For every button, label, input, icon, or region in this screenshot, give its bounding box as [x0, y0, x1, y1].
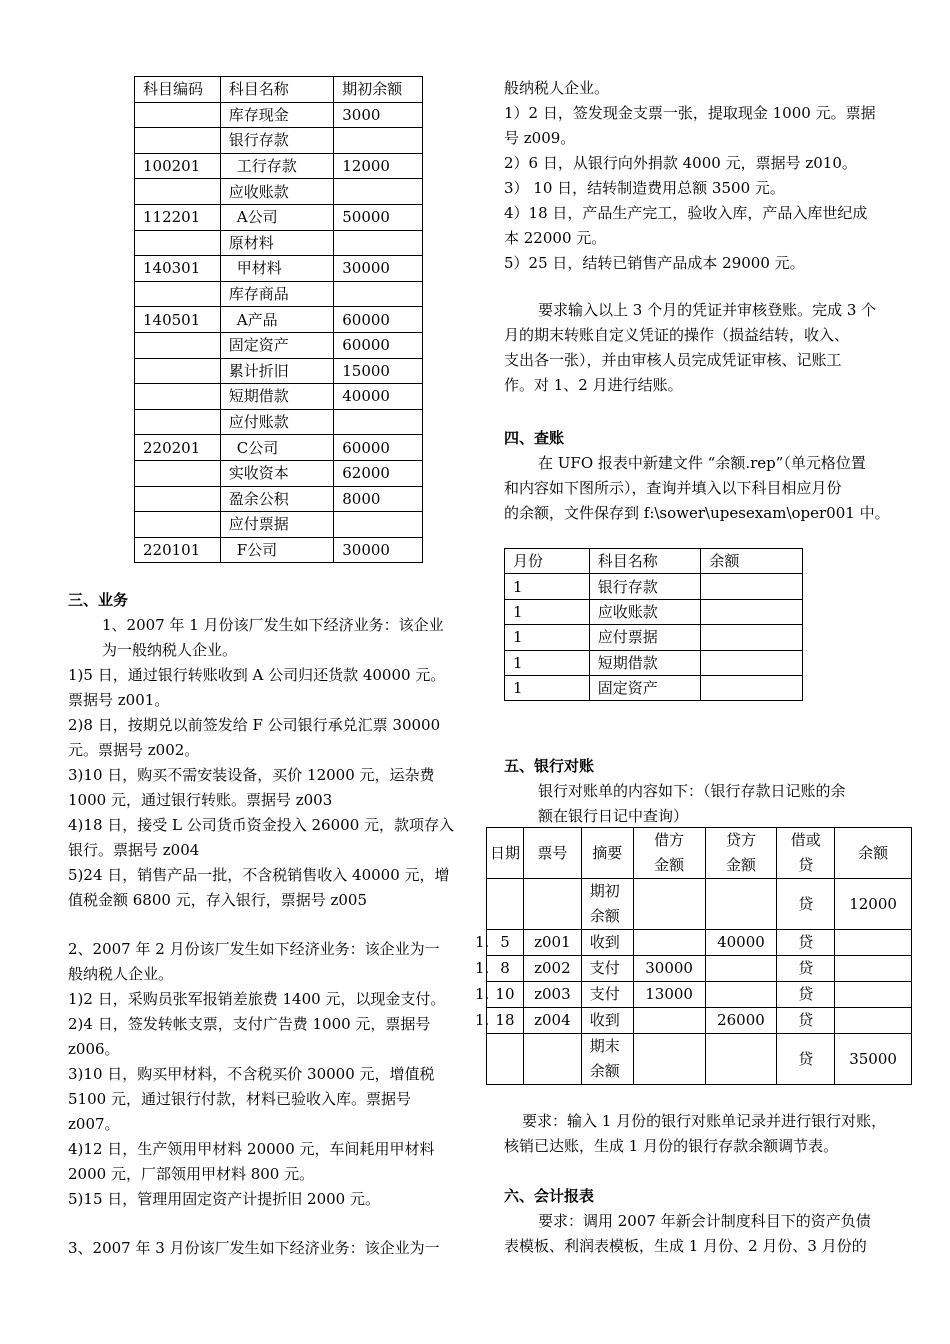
- account-row: [135, 179, 423, 205]
- account-cell: [334, 128, 423, 154]
- query-cell: [701, 599, 803, 624]
- bank-summary-text: 期末: [589, 1037, 620, 1055]
- bank-date-cell: [475, 982, 524, 1008]
- query-row: [505, 625, 803, 650]
- bank-balance-cell: [835, 956, 912, 982]
- bank-header-text: 摘要: [592, 843, 623, 862]
- account-cell: 40000: [334, 384, 423, 410]
- bank-date-day: 10: [495, 985, 515, 1003]
- bank-date-day: 5: [500, 933, 510, 951]
- bank-statement-table: [475, 827, 912, 1085]
- account-cell: A公司: [220, 204, 333, 230]
- query-cell: 1: [505, 650, 590, 675]
- query-row: [505, 675, 803, 700]
- bank-balance-cell: [835, 982, 912, 1008]
- text-line: 和内容如下图所示），查询并填入以下科目相应月份: [504, 479, 842, 497]
- account-cell: [334, 230, 423, 256]
- account-cell: 短期借款: [220, 384, 333, 410]
- bank-date-cell: [475, 956, 524, 982]
- account-cell: 30000: [334, 537, 423, 563]
- section6-title: 六、会计报表: [504, 1187, 595, 1205]
- account-cell: C公司: [220, 435, 333, 461]
- bank-summary-text: 余额: [589, 1062, 620, 1080]
- bank-req-line1: 要求：输入 1 月份的银行对账单记录并进行银行对账，: [522, 1112, 887, 1130]
- query-cell: 应付票据: [589, 625, 701, 650]
- bank-date-month: 1.: [475, 1011, 490, 1029]
- bank-balance-cell: [835, 1008, 912, 1034]
- bank-header-cell: [633, 828, 705, 879]
- text-line: 要求输入以上 3 个月的凭证并审核登账。完成 3 个: [538, 301, 877, 319]
- text-line: 1)2 日，采购员张军报销差旅费 1400 元，以现金支付。: [68, 990, 446, 1008]
- account-cell: A产品: [220, 307, 333, 333]
- jan-intro-line1: 1、2007 年 1 月份该厂发生如下经济业务：该企业: [102, 616, 444, 634]
- account-cell: 8000: [334, 486, 423, 512]
- account-cell: [135, 384, 221, 410]
- bank-no-cell: z004: [523, 1008, 581, 1034]
- account-cell: 银行存款: [220, 128, 333, 154]
- bank-header-cell: [523, 828, 581, 879]
- text-line: 5)15 日，管理用固定资产计提折旧 2000 元。: [68, 1190, 380, 1208]
- query-header-cell: 余额: [701, 549, 803, 574]
- account-cell: 库存商品: [220, 281, 333, 307]
- bank-balance-cell: [835, 930, 912, 956]
- bank-summary-cell: 收到: [581, 930, 633, 956]
- bank-cell: [633, 879, 705, 930]
- text-line: 值税金额 6800 元，存入银行，票据号 z005: [68, 891, 368, 909]
- bank-summary-text: 期初: [589, 882, 620, 900]
- text-line: 1000 元，通过银行转账。票据号 z003: [68, 791, 333, 809]
- query-cell: 1: [505, 599, 590, 624]
- account-cell: 140301: [135, 256, 221, 282]
- bank-header-text: 余额: [858, 843, 889, 862]
- account-table-body: [135, 77, 423, 563]
- bank-summary-cell: 收到: [581, 1008, 633, 1034]
- account-row: [135, 102, 423, 128]
- bank-date-cell: [475, 930, 524, 956]
- text-line: 5)24 日，销售产品一批，不含税销售收入 40000 元，增: [68, 866, 450, 884]
- text-line: 5）25 日，结转已销售产品成本 29000 元。: [504, 254, 805, 272]
- account-cell: 应付账款: [220, 409, 333, 435]
- query-cell: 短期借款: [589, 650, 701, 675]
- bank-cell: [633, 1034, 705, 1085]
- account-row: [135, 204, 423, 230]
- bank-intro-line1: 银行对账单的内容如下：（银行存款日记账的余: [538, 782, 846, 800]
- bank-req-line2: 核销已达账，生成 1 月份的银行存款余额调节表。: [504, 1137, 839, 1155]
- account-row: [135, 384, 423, 410]
- bank-debit-cell: [633, 930, 705, 956]
- bank-summary-cell: 支付: [581, 956, 633, 982]
- text-line: 元。票据号 z002。: [68, 741, 200, 759]
- bank-cell: [487, 879, 524, 930]
- bank-header-text: 贷方: [725, 831, 756, 849]
- bank-cell: [523, 879, 581, 930]
- account-cell: 50000: [334, 204, 423, 230]
- balance-query-table: [504, 548, 803, 701]
- text-line: 2)8 日，按期兑以前签发给 F 公司银行承兑汇票 30000: [68, 716, 441, 734]
- account-cell: 140501: [135, 307, 221, 333]
- bank-date-month: 1.: [475, 933, 490, 951]
- bank-header-row: [487, 828, 912, 879]
- account-row: [135, 435, 423, 461]
- query-cell: [701, 675, 803, 700]
- bank-credit-cell: 40000: [705, 930, 777, 956]
- account-cell: 甲材料: [220, 256, 333, 282]
- account-row: [135, 256, 423, 282]
- account-cell: [334, 179, 423, 205]
- text-line: 2）6 日，从银行向外捐款 4000 元，票据号 z010。: [504, 154, 857, 172]
- text-line: 3)10 日，购买不需安装设备，买价 12000 元，运杂费: [68, 766, 435, 784]
- bank-dc-cell: 贷: [777, 982, 835, 1008]
- text-line: 3） 10 日，结转制造费用总额 3500 元。: [504, 179, 785, 197]
- bank-header-text: 日期: [489, 843, 520, 862]
- query-header-row: [505, 549, 803, 574]
- account-cell: [135, 512, 221, 538]
- bank-header-text: 金额: [725, 856, 756, 874]
- bank-credit-cell: [705, 982, 777, 1008]
- text-line: 般纳税人企业。: [504, 79, 610, 97]
- bank-header-text: 借或: [790, 831, 821, 849]
- account-header-cell: 期初余额: [334, 77, 423, 103]
- bank-date-day: 18: [495, 1011, 515, 1029]
- bank-summary-text: 余额: [589, 907, 620, 925]
- account-row: [135, 128, 423, 154]
- bank-header-cell: [705, 828, 777, 879]
- account-row: [135, 512, 423, 538]
- bank-summary-cell: [581, 1034, 633, 1085]
- bank-no-cell: z001: [523, 930, 581, 956]
- bank-header-cell: [487, 828, 524, 879]
- text-line: 2000 元，厂部领用甲材料 800 元。: [68, 1165, 315, 1183]
- account-cell: [135, 102, 221, 128]
- account-cell: [135, 281, 221, 307]
- text-line: 1)5 日，通过银行转账收到 A 公司归还货款 40000 元。: [68, 666, 446, 684]
- bank-dc-cell: 贷: [777, 1008, 835, 1034]
- bank-date-cell: [475, 1008, 524, 1034]
- bank-credit-cell: [705, 956, 777, 982]
- query-cell: [701, 650, 803, 675]
- account-cell: [135, 332, 221, 358]
- bank-dc-cell: 贷: [777, 930, 835, 956]
- account-cell: 100201: [135, 153, 221, 179]
- account-row: [135, 486, 423, 512]
- text-line: 号 z009。: [504, 129, 576, 147]
- account-header-cell: 科目名称: [220, 77, 333, 103]
- section3-title: 三、业务: [68, 591, 129, 609]
- bank-row: [487, 982, 912, 1008]
- balance-query-table-body: [505, 549, 803, 701]
- text-line: 4）18 日，产品生产完工，验收入库，产品入库世纪成: [504, 204, 868, 222]
- account-cell: [135, 230, 221, 256]
- query-cell: 1: [505, 574, 590, 599]
- account-cell: 累计折旧: [220, 358, 333, 384]
- account-cell: 原材料: [220, 230, 333, 256]
- account-cell: 实收资本: [220, 460, 333, 486]
- account-cell: [135, 486, 221, 512]
- query-row: [505, 574, 803, 599]
- account-cell: 112201: [135, 204, 221, 230]
- bank-header-cell: [581, 828, 633, 879]
- text-line: 1）2 日，签发现金支票一张，提取现金 1000 元。票据: [504, 104, 876, 122]
- bank-header-text: 票号: [537, 843, 568, 862]
- report-req-line2: 表模板、利润表模板，生成 1 月份、2 月份、3 月份的: [504, 1237, 867, 1255]
- account-cell: [135, 460, 221, 486]
- bank-balance-cell: 12000: [835, 879, 912, 930]
- text-line: z007。: [68, 1115, 120, 1133]
- bank-date-month: 1.: [475, 985, 490, 1003]
- account-header-cell: 科目编码: [135, 77, 221, 103]
- mar-intro-line: 3、2007 年 3 月份该厂发生如下经济业务：该企业为一: [68, 1239, 440, 1257]
- account-row: [135, 230, 423, 256]
- account-row: [135, 332, 423, 358]
- text-line: 2、2007 年 2 月份该厂发生如下经济业务：该企业为一: [68, 940, 440, 958]
- query-header-cell: 科目名称: [589, 549, 701, 574]
- text-line: 月的期末转账自定义凭证的操作（损益结转，收入、: [504, 326, 850, 344]
- bank-intro-line2: 额在银行日记中查询）: [538, 807, 689, 825]
- bank-header-text: 金额: [654, 856, 685, 874]
- account-row: [135, 153, 423, 179]
- account-cell: [135, 358, 221, 384]
- query-cell: 固定资产: [589, 675, 701, 700]
- bank-dc-cell: 贷: [777, 956, 835, 982]
- account-cell: [135, 409, 221, 435]
- bank-header-text: 借方: [654, 831, 685, 849]
- account-row: [135, 409, 423, 435]
- account-cell: F公司: [220, 537, 333, 563]
- bank-row: [487, 930, 912, 956]
- bank-no-cell: z003: [523, 982, 581, 1008]
- bank-dc-cell: 贷: [777, 879, 835, 930]
- bank-cell: [487, 1034, 524, 1085]
- section4-title: 四、查账: [504, 429, 565, 447]
- text-line: 3)10 日，购买甲材料，不含税买价 30000 元，增值税: [68, 1065, 435, 1083]
- bank-summary-cell: 支付: [581, 982, 633, 1008]
- account-cell: 15000: [334, 358, 423, 384]
- bank-credit-cell: 26000: [705, 1008, 777, 1034]
- bank-row: [487, 956, 912, 982]
- query-cell: 1: [505, 625, 590, 650]
- bank-debit-cell: [633, 1008, 705, 1034]
- bank-date-month: 1.: [475, 959, 490, 977]
- section5-title: 五、银行对账: [504, 757, 595, 775]
- query-header-cell: 月份: [505, 549, 590, 574]
- text-line: 票据号 z001。: [68, 691, 170, 709]
- text-line: 2)4 日，签发转帐支票，支付广告费 1000 元，票据号: [68, 1015, 431, 1033]
- account-cell: 220101: [135, 537, 221, 563]
- bank-dc-cell: 贷: [777, 1034, 835, 1085]
- account-row: [135, 537, 423, 563]
- text-line: 支出各一张），并由审核人员完成凭证审核、记账工: [504, 351, 842, 369]
- account-row: [135, 307, 423, 333]
- bank-statement-table-body: [475, 828, 912, 1085]
- query-cell: [701, 574, 803, 599]
- account-cell: 应收账款: [220, 179, 333, 205]
- account-cell: 应付票据: [220, 512, 333, 538]
- account-cell: [334, 281, 423, 307]
- account-cell: 固定资产: [220, 332, 333, 358]
- account-cell: 盈余公积: [220, 486, 333, 512]
- bank-row: [487, 1008, 912, 1034]
- bank-date-day: 8: [500, 959, 510, 977]
- jan-intro-line2: 为一般纳税人企业。: [102, 641, 238, 659]
- bank-debit-cell: 13000: [633, 982, 705, 1008]
- text-line: 在 UFO 报表中新建文件 “余额.rep”（单元格位置: [538, 454, 866, 472]
- bank-header-cell: [835, 828, 912, 879]
- bank-summary-cell: [581, 879, 633, 930]
- account-cell: 62000: [334, 460, 423, 486]
- account-cell: [135, 179, 221, 205]
- bank-cell: [705, 1034, 777, 1085]
- bank-closing-row: [487, 1034, 912, 1085]
- account-cell: 12000: [334, 153, 423, 179]
- account-row: [135, 358, 423, 384]
- account-cell: [334, 409, 423, 435]
- account-cell: 60000: [334, 435, 423, 461]
- report-req-line1: 要求：调用 2007 年新会计制度科目下的资产负债: [538, 1212, 871, 1230]
- text-line: 4)18 日，接受 L 公司货币资金投入 26000 元，款项存入: [68, 816, 455, 834]
- text-line: 4)12 日，生产领用甲材料 20000 元，车间耗用甲材料: [68, 1140, 435, 1158]
- account-balance-table: [134, 76, 423, 563]
- account-cell: 库存现金: [220, 102, 333, 128]
- text-line: 5100 元，通过银行付款，材料已验收入库。票据号: [68, 1090, 411, 1108]
- bank-cell: [705, 879, 777, 930]
- text-line: 般纳税人企业。: [68, 965, 174, 983]
- bank-header-text: 贷: [798, 856, 814, 874]
- account-row: [135, 460, 423, 486]
- account-cell: 220201: [135, 435, 221, 461]
- account-header-row: [135, 77, 423, 103]
- bank-cell: [523, 1034, 581, 1085]
- text-line: 本 22000 元。: [504, 229, 607, 247]
- query-row: [505, 599, 803, 624]
- account-cell: [135, 128, 221, 154]
- query-cell: 银行存款: [589, 574, 701, 599]
- bank-header-cell: [777, 828, 835, 879]
- bank-debit-cell: 30000: [633, 956, 705, 982]
- text-line: 作。对 1、2 月进行结账。: [504, 376, 683, 394]
- account-row: [135, 281, 423, 307]
- query-cell: [701, 625, 803, 650]
- text-line: z006。: [68, 1040, 120, 1058]
- query-row: [505, 650, 803, 675]
- account-cell: 60000: [334, 332, 423, 358]
- bank-balance-cell: 35000: [835, 1034, 912, 1085]
- account-cell: 3000: [334, 102, 423, 128]
- text-line: 的余额，文件保存到 f:\sower\upesexam\oper001 中。: [504, 504, 890, 522]
- account-cell: [334, 512, 423, 538]
- query-cell: 1: [505, 675, 590, 700]
- account-cell: 工行存款: [220, 153, 333, 179]
- text-line: 银行。票据号 z004: [68, 841, 200, 859]
- account-cell: 30000: [334, 256, 423, 282]
- bank-no-cell: z002: [523, 956, 581, 982]
- bank-opening-row: [487, 879, 912, 930]
- account-cell: 60000: [334, 307, 423, 333]
- query-cell: 应收账款: [589, 599, 701, 624]
